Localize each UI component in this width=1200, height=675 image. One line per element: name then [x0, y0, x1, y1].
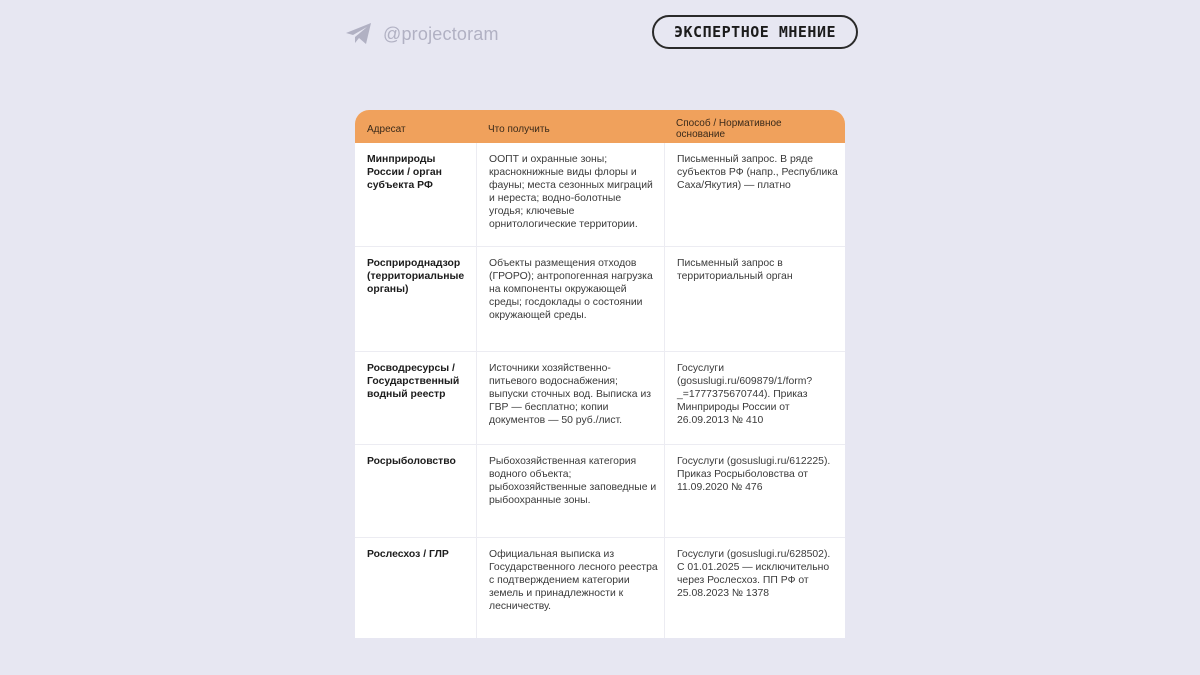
what-cell: Рыбохозяйственная категория водного объекта; рыбохозяйственные заповедные и рыбоохранные зоны.	[476, 445, 664, 537]
addressee-cell: Росприроднадзор (территориальные органы)	[367, 258, 465, 295]
what-cell: Объекты размещения отходов (ГРОРО); антропогенная нагрузка на компоненты окружающей среды; госдоклады о состоянии окружающей среды.	[476, 247, 664, 351]
telegram-plane-icon	[345, 22, 373, 46]
addressee-cell: Рослесхоз / ГЛР	[367, 549, 449, 560]
table-row	[355, 247, 845, 352]
table-row	[355, 143, 845, 247]
channel-handle[interactable]	[345, 20, 499, 48]
addressee-cell: Минприроды России / орган субъекта РФ	[367, 154, 442, 191]
header-addressee: Адресат	[367, 123, 406, 135]
what-cell: Источники хозяйственно-питьевого водоснабжения; выпуски сточных вод. Выписка из ГВР — бесплатно; копии документов — 50 руб./лист.	[476, 352, 664, 444]
header-what: Что получить	[488, 123, 550, 135]
data-table	[355, 110, 845, 638]
method-cell: Письменный запрос в территориальный орган	[664, 247, 845, 351]
method-cell: Госуслуги (gosuslugi.ru/612225). Приказ Росрыболовства от 11.09.2020 № 476	[664, 445, 845, 537]
table-row	[355, 445, 845, 538]
table-header	[355, 110, 845, 143]
channel-handle-text: @projectoram	[383, 23, 499, 44]
what-cell: Официальная выписка из Государственного лесного реестра с подтверждением категории земель и принадлежности к лесничеству.	[476, 538, 664, 638]
table-row	[355, 352, 845, 445]
method-cell: Госуслуги (gosuslugi.ru/628502). С 01.01.2025 — исключительно через Рослесхоз. ПП РФ от 25.08.2023 № 1378	[664, 538, 845, 638]
addressee-cell: Росрыболовство	[367, 456, 456, 467]
method-cell: Письменный запрос. В ряде субъектов РФ (напр., Республика Саха/Якутия) — платно	[664, 143, 845, 246]
method-cell: Госуслуги (gosuslugi.ru/609879/1/form?_=1777375670744). Приказ Минприроды России от 26.09.2013 № 410	[664, 352, 845, 444]
addressee-cell: Росводресурсы / Государственный водный реестр	[367, 363, 460, 400]
table-row	[355, 538, 845, 638]
header-method: Способ / Нормативное основание	[676, 118, 782, 140]
what-cell: ООПТ и охранные зоны; краснокнижные виды флоры и фауны; места сезонных миграций и нереста; водно-болотные угодья; ключевые орнитологические территории.	[476, 143, 664, 246]
expert-opinion-badge: ЭКСПЕРТНОЕ МНЕНИЕ	[652, 15, 858, 49]
